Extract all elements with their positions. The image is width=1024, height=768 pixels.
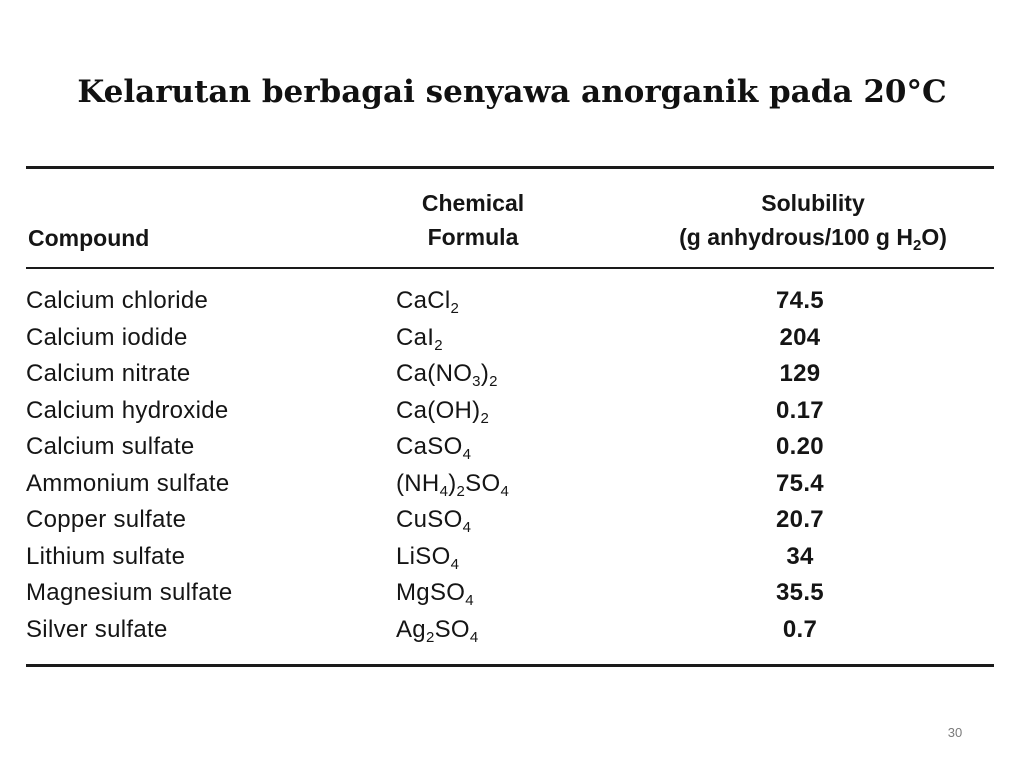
- solubility-value: 35.5: [776, 579, 824, 606]
- formula-subscript: 2: [480, 410, 490, 427]
- solubility-value: 129: [779, 360, 821, 387]
- formula-text: CaSO: [396, 433, 463, 460]
- formula-text: ): [448, 470, 457, 497]
- formula-text: (NH: [396, 470, 440, 497]
- formula-subscript: 2: [456, 483, 466, 500]
- formula-text: Ag: [396, 616, 426, 643]
- compound-name: Calcium hydroxide: [26, 397, 229, 424]
- header-solubility: [620, 186, 1006, 254]
- header-solubility-line1: Solubility: [761, 190, 865, 216]
- header-solubility-unit-pre: (g anhydrous/100 g H: [679, 224, 913, 250]
- table-top-rule: [26, 166, 994, 169]
- formula-subscript: 4: [500, 483, 510, 500]
- formula-text: ): [480, 360, 490, 387]
- formula-subscript: 4: [469, 629, 479, 646]
- header-formula: [362, 186, 584, 254]
- formula-text: SO: [465, 470, 501, 497]
- page-number: 30: [947, 725, 963, 740]
- formula-text: CaI: [396, 324, 435, 351]
- compound-name: Calcium chloride: [26, 287, 209, 314]
- solubility-value: 75.4: [776, 470, 824, 497]
- chemical-formula: [396, 396, 489, 426]
- table-header-rule: [26, 267, 994, 269]
- solubility-value: 0.17: [776, 397, 824, 424]
- formula-text: SO: [434, 616, 470, 643]
- chemical-formula: [396, 359, 498, 389]
- formula-subscript: 4: [465, 592, 474, 609]
- formula-subscript: 4: [450, 556, 460, 573]
- compound-name: Copper sulfate: [26, 506, 187, 533]
- header-solubility-line2: [620, 220, 1006, 254]
- compound-name: Magnesium sulfate: [26, 579, 233, 606]
- solubility-value: 0.7: [782, 616, 818, 643]
- compound-name: Calcium nitrate: [26, 360, 191, 387]
- formula-text: CaCl: [396, 287, 451, 314]
- formula-subscript: 3: [472, 373, 481, 390]
- compound-name: Calcium iodide: [26, 324, 188, 351]
- header-formula-line2: Formula: [427, 224, 519, 250]
- chemical-formula: [396, 542, 459, 572]
- formula-subscript: 4: [462, 446, 472, 463]
- header-solubility-unit-sub: 2: [912, 237, 922, 254]
- formula-subscript: 2: [450, 300, 460, 317]
- formula-text: Ca(NO: [396, 360, 473, 387]
- chemical-formula: [396, 286, 459, 316]
- table-bottom-rule: [26, 664, 994, 667]
- header-formula-line1: Chemical: [421, 190, 525, 216]
- compound-name: Lithium sulfate: [26, 543, 186, 570]
- compound-name: Ammonium sulfate: [26, 470, 230, 497]
- formula-text: Ca(OH): [396, 397, 481, 424]
- chemical-formula: [396, 615, 479, 645]
- formula-subscript: 2: [434, 337, 443, 354]
- solubility-value: 0.20: [776, 433, 824, 460]
- formula-text: MgSO: [396, 579, 466, 606]
- formula-subscript: 4: [462, 519, 472, 536]
- chemical-formula: [396, 469, 509, 499]
- slide-title: Kelarutan berbagai senyawa anorganik pada 20°C: [77, 74, 947, 110]
- compound-name: Calcium sulfate: [26, 433, 195, 460]
- compound-name: Silver sulfate: [26, 616, 168, 643]
- solubility-value: 74.5: [776, 287, 824, 314]
- formula-subscript: 2: [425, 629, 435, 646]
- solubility-value: 204: [779, 324, 821, 351]
- chemical-formula: [396, 578, 474, 608]
- header-compound: Compound: [28, 225, 150, 251]
- chemical-formula: [396, 432, 471, 462]
- solubility-value: 34: [786, 543, 814, 570]
- chemical-formula: [396, 505, 471, 535]
- formula-text: CuSO: [396, 506, 463, 533]
- chemical-formula: [396, 323, 443, 353]
- formula-text: LiSO: [396, 543, 451, 570]
- formula-subscript: 2: [489, 373, 498, 390]
- header-solubility-unit-post: O): [921, 224, 947, 250]
- solubility-value: 20.7: [776, 506, 824, 533]
- formula-subscript: 4: [439, 483, 449, 500]
